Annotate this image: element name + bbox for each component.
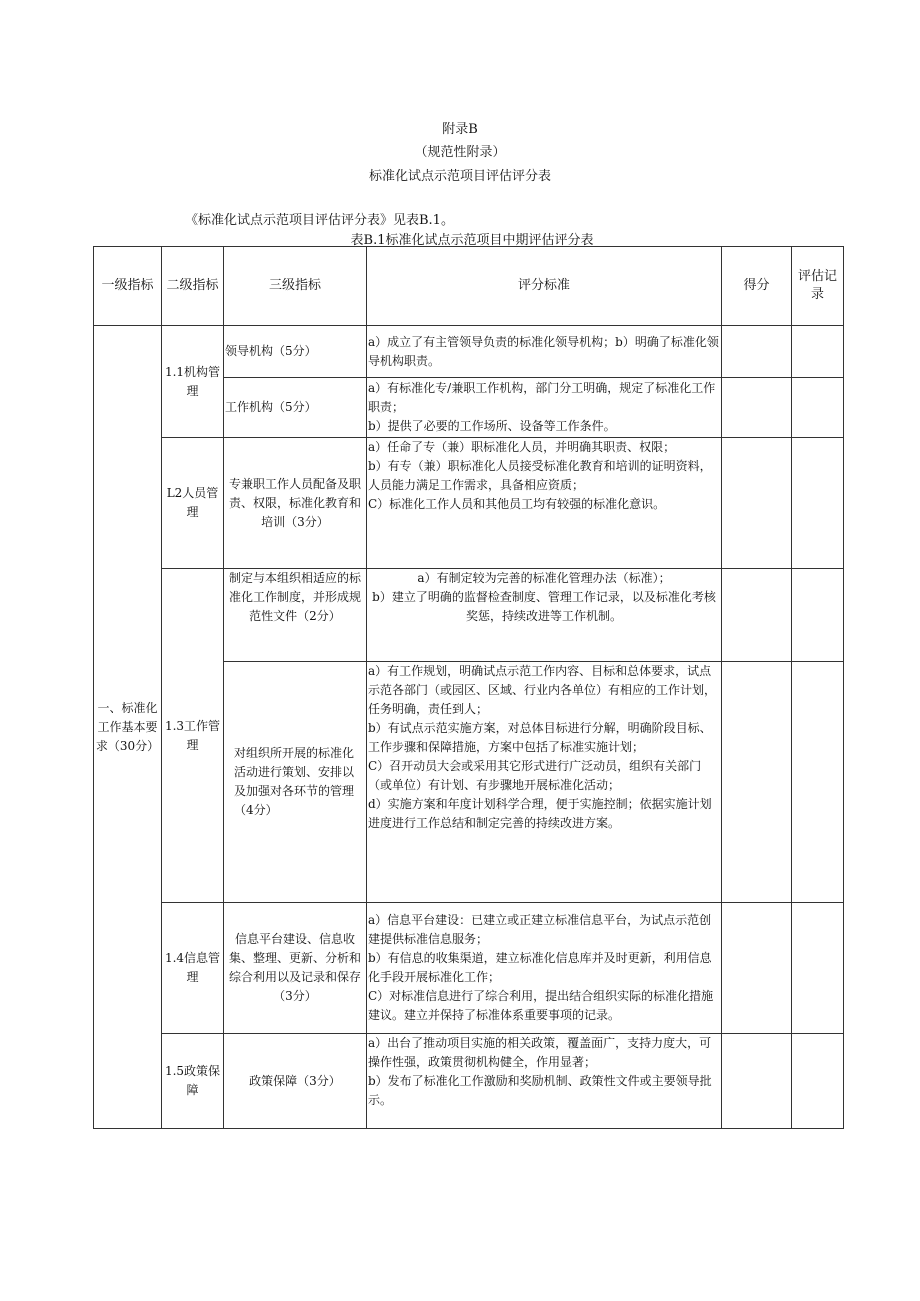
level3-cell: 对组织所开展的标准化活动进行策划、安排以及加强对各环节的管理（4分） <box>224 662 367 903</box>
score-table <box>93 246 844 1129</box>
level3-cell: 制定与本组织相适应的标准化工作制度，并形成规范性文件（2分） <box>224 569 367 662</box>
criteria-line: b）建立了明确的监督检查制度、管理工作记录，以及标准化考核奖惩，持续改进等工作机制。 <box>372 590 716 623</box>
record-cell[interactable] <box>792 569 844 662</box>
record-cell[interactable] <box>792 1034 844 1129</box>
score-cell[interactable] <box>722 378 792 438</box>
table-row <box>94 903 844 1034</box>
appendix-title: 标准化试点示范项目评估评分表 <box>368 169 551 184</box>
appendix-label: 附录B <box>442 122 478 137</box>
level2-cell: 1.3工作管理 <box>162 569 224 903</box>
level3-cell: 政策保障（3分） <box>224 1034 367 1129</box>
col-record: 评估记录 <box>792 247 844 326</box>
criteria-line: b）提供了必要的工作场所、设备等工作条件。 <box>368 419 616 433</box>
level1-cell: 一、标准化工作基本要求（30分） <box>94 326 162 1129</box>
record-cell[interactable] <box>792 438 844 569</box>
criteria-line: a）有工作规划，明确试点示范工作内容、目标和总体要求，试点示范各部门（或园区、区域、行业内各单位）有相应的工作计划，任务明确，责任到人； <box>368 664 717 716</box>
level3-cell: 工作机构（5分） <box>224 378 367 438</box>
col-level2: 二级指标 <box>162 247 224 326</box>
col-level1: 一级指标 <box>94 247 162 326</box>
criteria-line: a）成立了有主管领导负责的标准化领导机构；b）明确了标准化领导机构职责。 <box>368 334 719 368</box>
score-cell[interactable] <box>722 1034 792 1129</box>
criteria-cell <box>367 903 722 1034</box>
criteria-cell <box>367 438 722 569</box>
col-score: 得分 <box>722 247 792 326</box>
criteria-cell <box>367 326 722 378</box>
criteria-line: a）任命了专（兼）职标准化人员，并明确其职责、权限； <box>368 440 676 454</box>
record-cell[interactable] <box>792 378 844 438</box>
level2-cell: L2人员管理 <box>162 438 224 569</box>
header-row <box>94 247 844 326</box>
record-cell[interactable] <box>792 326 844 378</box>
col-criteria: 评分标准 <box>367 247 722 326</box>
level3-cell: 信息平台建设、信息收集、整理、更新、分析和综合利用以及记录和保存（3分） <box>224 903 367 1034</box>
criteria-line: C）对标准信息进行了综合利用，提出结合组织实际的标准化措施建议。建立并保持了标准体系重要事项的记录。 <box>368 989 714 1022</box>
criteria-cell <box>367 1034 722 1129</box>
col-level3: 三级指标 <box>224 247 367 326</box>
criteria-line: a）有制定较为完善的标准化管理办法（标准）； <box>417 571 671 585</box>
record-cell[interactable] <box>792 903 844 1034</box>
level3-cell: 专兼职工作人员配备及职责、权限，标准化教育和培训（3分） <box>224 438 367 569</box>
score-cell[interactable] <box>722 662 792 903</box>
intro-text: 《标准化试点示范项目评估评分表》见表B.1。 <box>185 213 454 228</box>
criteria-line: b）发布了标准化工作激励和奖励机制、政策性文件或主要领导批示。 <box>368 1074 712 1107</box>
score-cell[interactable] <box>722 903 792 1034</box>
criteria-line: b）有专（兼）职标准化人员接受标准化教育和培训的证明资料，人员能力满足工作需求，具备相应资质； <box>368 459 712 492</box>
score-cell[interactable] <box>722 569 792 662</box>
level2-cell: 1.4信息管理 <box>162 903 224 1034</box>
criteria-cell <box>367 569 722 662</box>
table-row <box>94 1034 844 1129</box>
level3-cell: 领导机构（5分） <box>224 326 367 378</box>
criteria-line: b）有信息的收集渠道，建立标准化信息库并及时更新，利用信息化手段开展标准化工作； <box>368 951 712 984</box>
criteria-line: a）出台了推动项目实施的相关政策，覆盖面广，支持力度大，可操作性强，政策贯彻机构健全，作用显著； <box>368 1036 712 1069</box>
criteria-line: a）有标准化专/兼职工作机构，部门分工明确，规定了标准化工作职责； <box>368 381 716 414</box>
table-row <box>94 326 844 378</box>
table-row <box>94 438 844 569</box>
table-row <box>94 569 844 662</box>
level2-cell: 1.5政策保障 <box>162 1034 224 1129</box>
criteria-line: C）召开动员大会或采用其它形式进行广泛动员，组织有关部门（或单位）有计划、有步骤地开展标准化活动； <box>368 759 702 792</box>
appendix-type: （规范性附录） <box>414 145 506 160</box>
record-cell[interactable] <box>792 662 844 903</box>
score-cell[interactable] <box>722 438 792 569</box>
criteria-line: b）有试点示范实施方案，对总体目标进行分解，明确阶段目标、工作步骤和保障措施，方案中包括了标准实施计划； <box>368 721 712 754</box>
score-cell[interactable] <box>722 326 792 378</box>
table-caption: 表B.1标准化试点示范项目中期评估评分表 <box>350 233 594 248</box>
level2-cell: 1.1机构管理 <box>162 326 224 438</box>
criteria-line: d）实施方案和年度计划科学合理，便于实施控制；依据实施计划进度进行工作总结和制定完善的持续改进方案。 <box>368 797 712 830</box>
criteria-cell <box>367 662 722 903</box>
criteria-cell <box>367 378 722 438</box>
criteria-line: C）标准化工作人员和其他员工均有较强的标准化意识。 <box>368 497 666 511</box>
criteria-line: a）信息平台建设：已建立或正建立标准信息平台，为试点示范创建提供标准信息服务； <box>368 913 712 946</box>
